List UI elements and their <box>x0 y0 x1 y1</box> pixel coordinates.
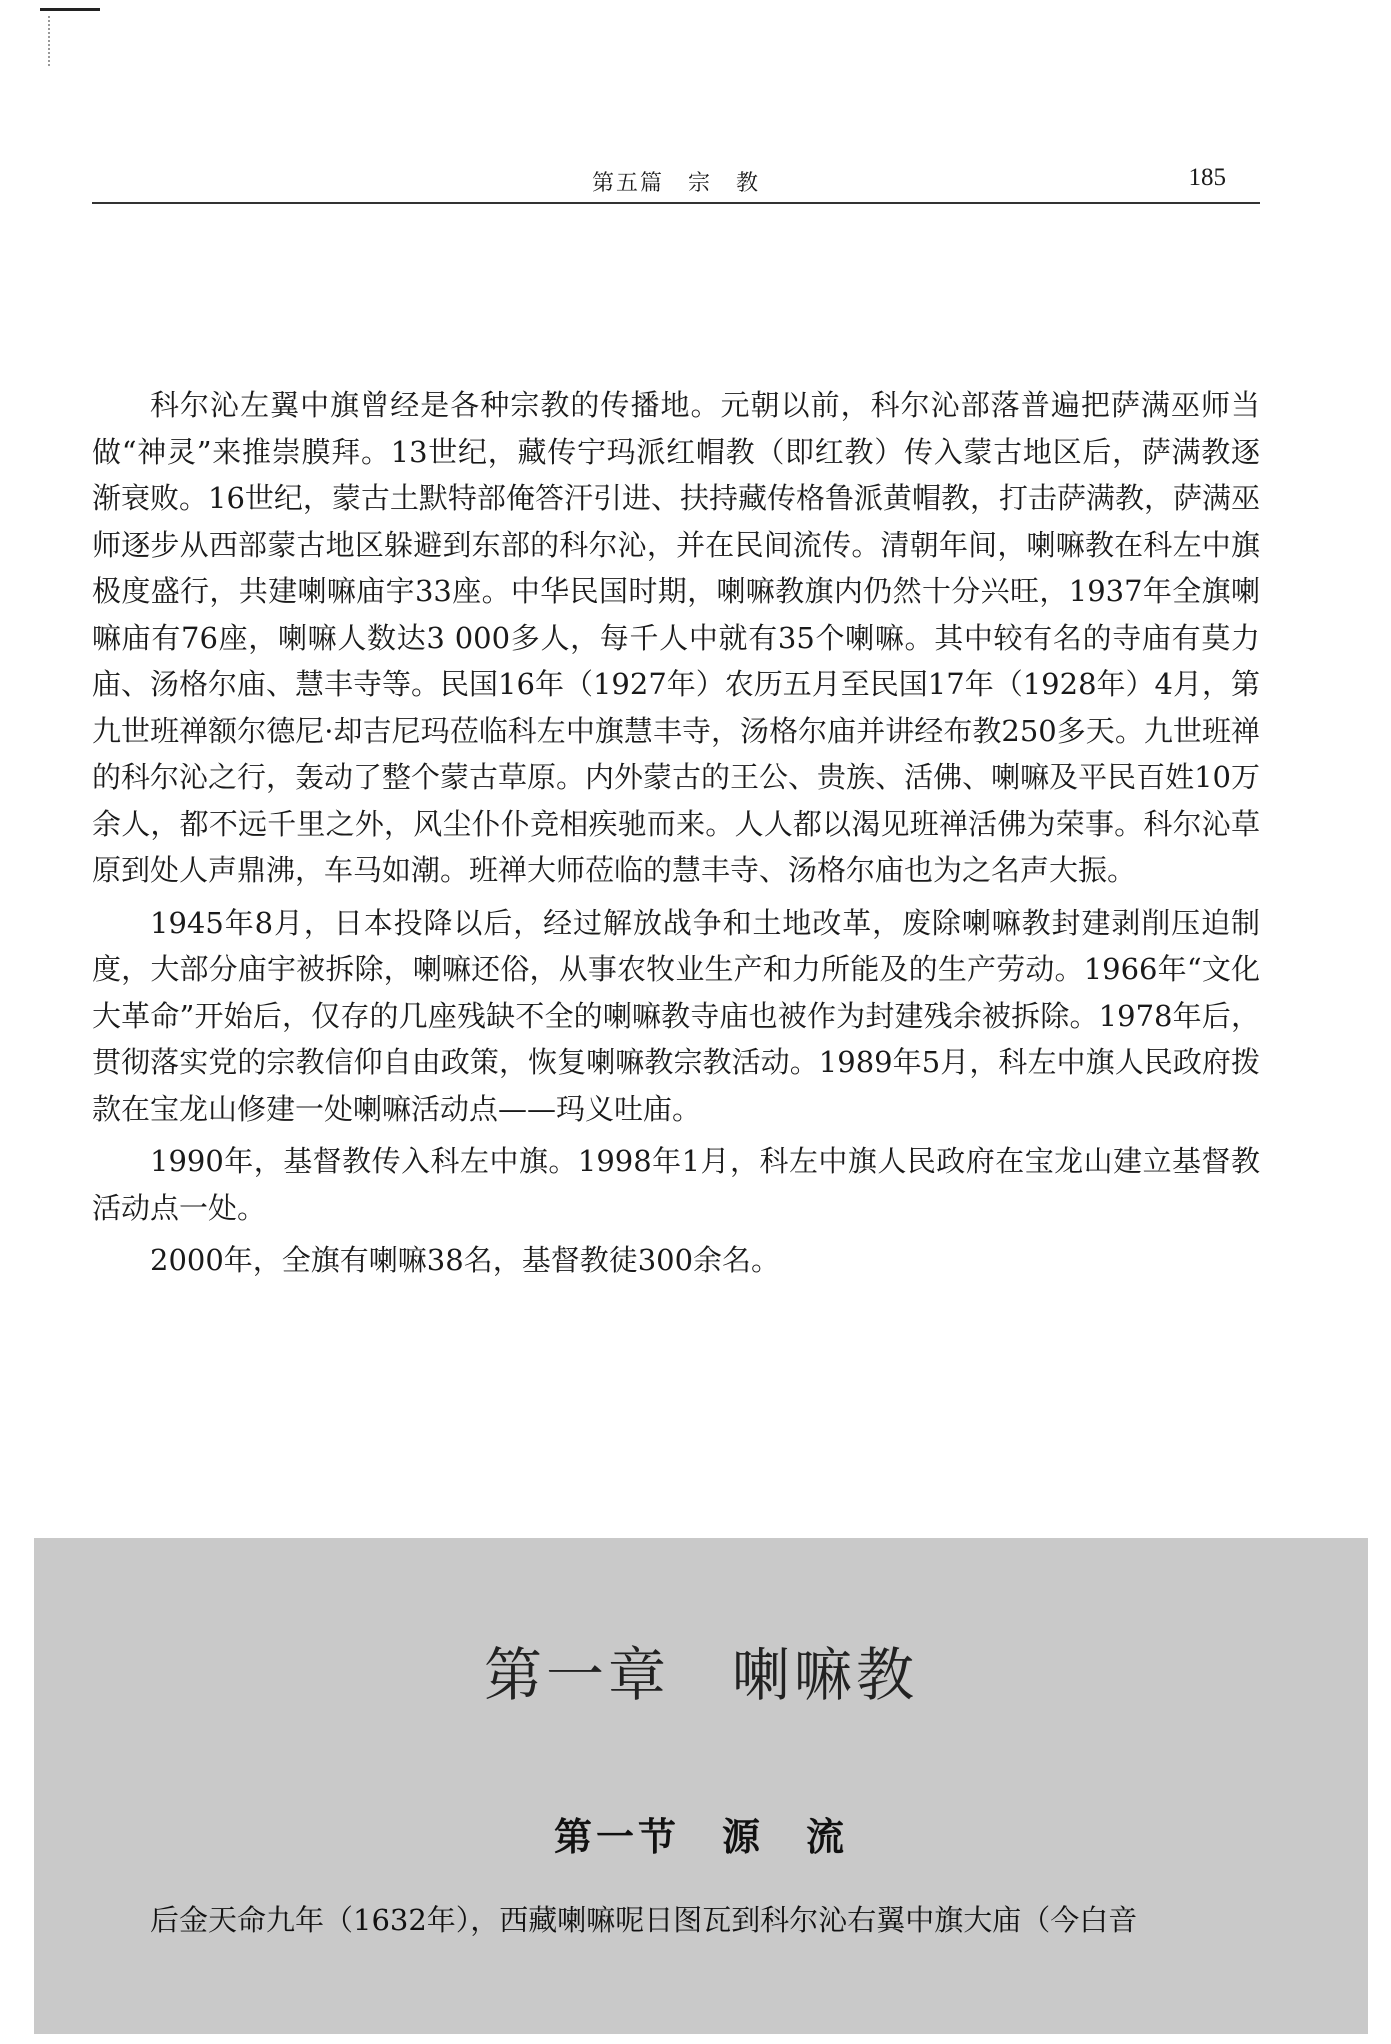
page-number: 185 <box>1188 164 1226 191</box>
paragraph: 2000年，全旗有喇嘛38名，基督教徒300余名。 <box>150 1243 781 1277</box>
chapter-title: 第一章 喇嘛教 <box>483 1641 918 1709</box>
body-text <box>92 382 1260 1290</box>
paragraph: 1990年，基督教传入科左中旗。1998年1月，科左中旗人民政府在宝龙山建立基督教活动点一处。 <box>92 1144 1260 1225</box>
chapter-section-highlight <box>34 1538 1368 2034</box>
scan-margin-dots <box>48 16 52 66</box>
section-first-line: 后金天命九年（1632年），西藏喇嘛呢日图瓦到科尔沁右翼中旗大庙（今白音 <box>150 1903 1138 1937</box>
running-header <box>92 158 1260 204</box>
scan-corner-mark <box>40 8 100 11</box>
section-title: 第一节 源 流 <box>553 1815 848 1859</box>
paragraph: 科尔沁左翼中旗曾经是各种宗教的传播地。元朝以前，科尔沁部落普遍把萨满巫师当做“神灵”来推崇膜拜。13世纪，藏传宁玛派红帽教（即红教）传入蒙古地区后，萨满教逐渐衰败。16世纪，蒙古土默特部俺答汗引进、扶持藏传格鲁派黄帽教，打击萨满教，萨满巫师逐步从西部蒙古地区躲避到东部的科尔沁，并在民间流传。清朝年间，喇嘛教在科左中旗极度盛行，共建喇嘛庙宇33座。中华民国时期，喇嘛教旗内仍然十分兴旺，1937年全旗喇嘛庙有76座，喇嘛人数达3 000多人，每千人中就有35个喇嘛。其中较有名的寺庙有莫力庙、汤格尔庙、慧丰寺等。民国16年（1927年）农历五月至民国17年（1928年）4月，第九世班禅额尔德尼·却吉尼玛莅临科左中旗慧丰寺，汤格尔庙并讲经布教250多天。九世班禅的科尔沁之行，轰动了整个蒙古草原。内外蒙古的王公、贵族、活佛、喇嘛及平民百姓10万余人，都不远千里之外，风尘仆仆竞相疾驰而来。人人都以渴见班禅活佛为荣事。科尔沁草原到处人声鼎沸，车马如潮。班禅大师莅临的慧丰寺、汤格尔庙也为之名声大振。 <box>92 388 1260 887</box>
paragraph: 1945年8月，日本投降以后，经过解放战争和土地改革，废除喇嘛教封建剥削压迫制度，大部分庙宇被拆除，喇嘛还俗，从事农牧业生产和力所能及的生产劳动。1966年“文化大革命”开始后，仅存的几座残缺不全的喇嘛教寺庙也被作为封建残余被拆除。1978年后，贯彻落实党的宗教信仰自由政策，恢复喇嘛教宗教活动。1989年5月，科左中旗人民政府拨款在宝龙山修建一处喇嘛活动点——玛义吐庙。 <box>92 905 1260 1126</box>
running-title: 第五篇 宗 教 <box>591 171 760 196</box>
